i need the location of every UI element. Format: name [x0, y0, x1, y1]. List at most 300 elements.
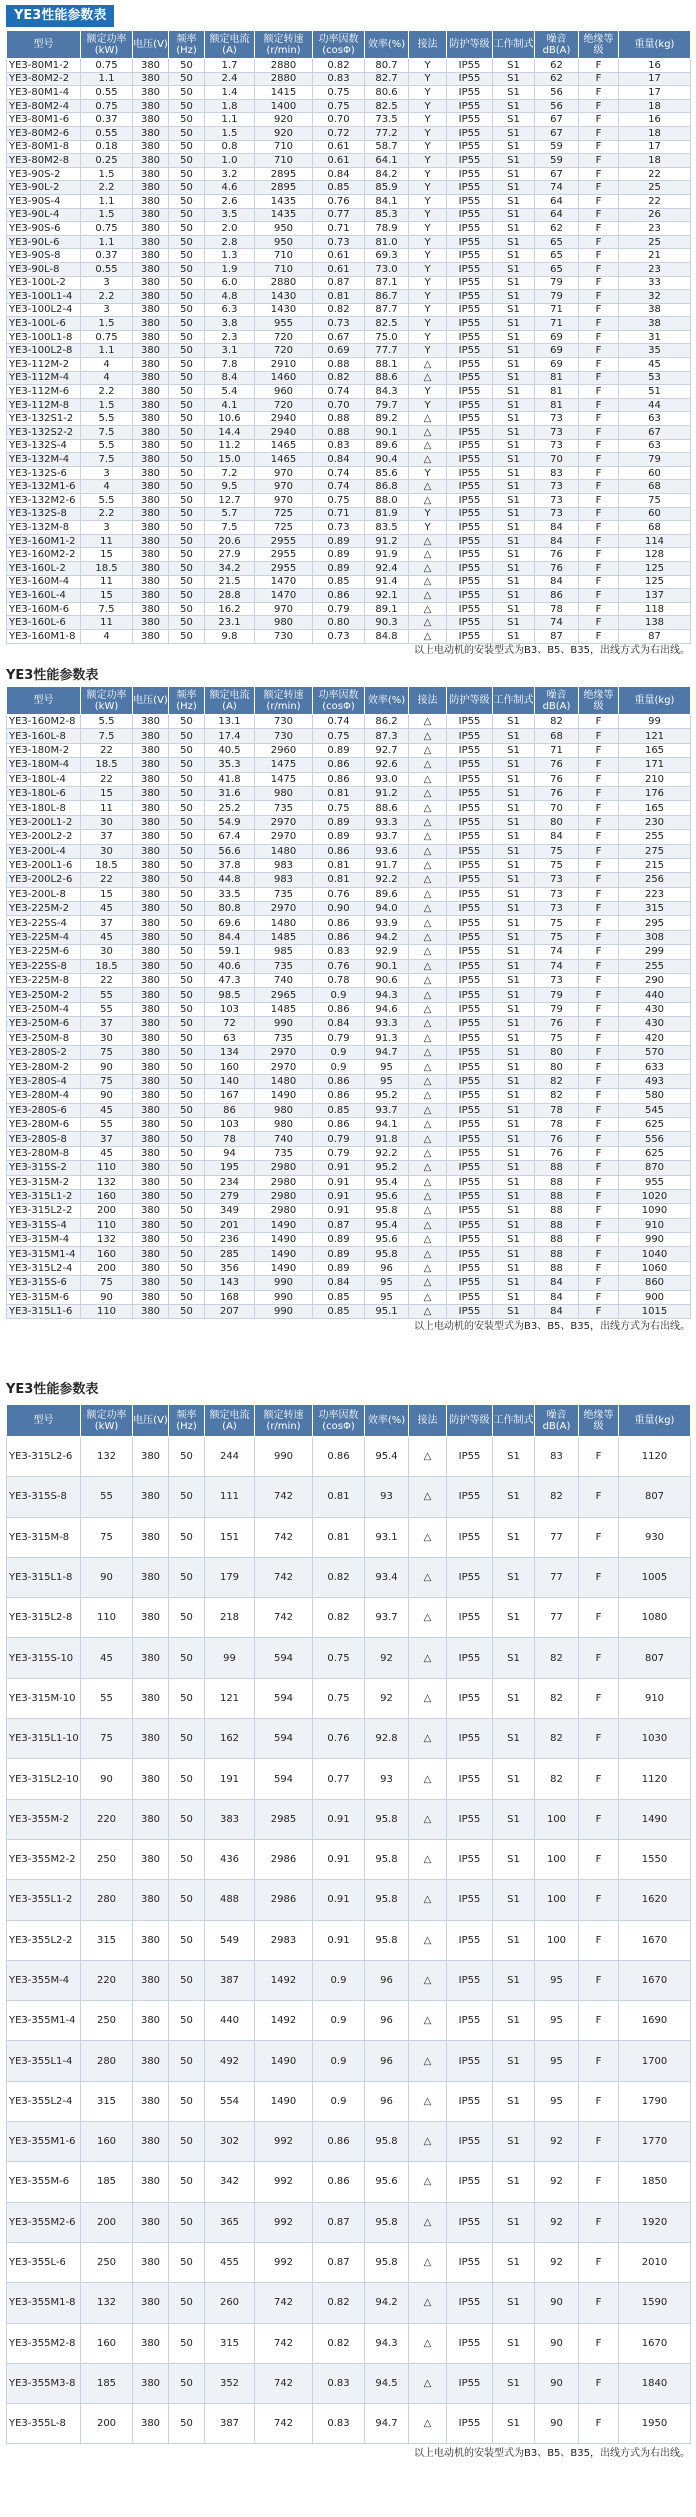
- table-row: [7, 466, 691, 480]
- table-cell: 93.3: [365, 815, 409, 829]
- table-cell: 430: [619, 1002, 691, 1016]
- table-cell: 255: [619, 959, 691, 973]
- model-cell: YE3-200L2-6: [7, 873, 81, 887]
- table-cell: S1: [493, 466, 535, 480]
- table-cell: 0.82: [313, 371, 365, 385]
- table-cell: F: [579, 222, 619, 236]
- table-cell: S1: [493, 2363, 535, 2403]
- model-cell: YE3-132S1-2: [7, 412, 81, 426]
- table-cell: 11: [81, 575, 133, 589]
- table-cell: S1: [493, 249, 535, 263]
- table-cell: IP55: [447, 858, 493, 872]
- table-cell: 92: [365, 1678, 409, 1718]
- table-cell: 95.8: [365, 2122, 409, 2162]
- table-cell: 2985: [255, 1799, 313, 1839]
- table-cell: 0.88: [313, 412, 365, 426]
- table-cell: F: [579, 2283, 619, 2323]
- table-cell: 380: [133, 1261, 169, 1275]
- table-cell: 1060: [619, 1261, 691, 1275]
- model-cell: YE3-132S2-2: [7, 426, 81, 440]
- table-cell: 11.2: [205, 439, 255, 453]
- table-cell: 58.7: [365, 140, 409, 154]
- table-cell: F: [579, 194, 619, 208]
- table-cell: 50: [169, 945, 205, 959]
- table-cell: IP55: [447, 916, 493, 930]
- table-cell: S1: [493, 1074, 535, 1088]
- column-header: 频率(Hz): [169, 31, 205, 59]
- table-cell: 1430: [255, 290, 313, 304]
- table-cell: 23: [619, 262, 691, 276]
- table-cell: 90: [81, 1060, 133, 1074]
- table-cell: 0.85: [313, 1305, 365, 1319]
- table-cell: S1: [493, 385, 535, 399]
- table-cell: 730: [255, 729, 313, 743]
- table-cell: Y: [409, 126, 447, 140]
- table-cell: 1120: [619, 1759, 691, 1799]
- column-header: 防护等级: [447, 31, 493, 59]
- table-row: [7, 1045, 691, 1059]
- table-cell: 18.5: [81, 758, 133, 772]
- table-cell: IP55: [447, 167, 493, 181]
- table-cell: 1920: [619, 2202, 691, 2242]
- table-cell: IP55: [447, 303, 493, 317]
- table-cell: 0.89: [313, 1261, 365, 1275]
- table-cell: IP55: [447, 385, 493, 399]
- table-cell: 1.1: [81, 344, 133, 358]
- section-title-text: YE3性能参数表: [6, 668, 99, 683]
- table-cell: 380: [133, 1880, 169, 1920]
- table-cell: 92.8: [365, 1719, 409, 1759]
- model-cell: YE3-200L1-6: [7, 858, 81, 872]
- table-cell: 25.2: [205, 801, 255, 815]
- table-cell: 735: [255, 887, 313, 901]
- table-cell: F: [579, 1045, 619, 1059]
- table-row: [7, 439, 691, 453]
- table-cell: 365: [205, 2202, 255, 2242]
- table-cell: 380: [133, 548, 169, 562]
- table-cell: 99: [619, 715, 691, 729]
- table-cell: S1: [493, 589, 535, 603]
- table-cell: 2980: [255, 1175, 313, 1189]
- table-cell: F: [579, 1305, 619, 1319]
- table-cell: F: [579, 1290, 619, 1304]
- table-cell: 0.87: [313, 2242, 365, 2282]
- table-row: [7, 1759, 691, 1799]
- table-cell: 1.5: [205, 126, 255, 140]
- table-cell: △: [409, 2202, 447, 2242]
- table-cell: 37.8: [205, 858, 255, 872]
- table-cell: 380: [133, 1799, 169, 1839]
- table-cell: 1590: [619, 2283, 691, 2323]
- table-row: [7, 815, 691, 829]
- table-cell: 910: [619, 1218, 691, 1232]
- table-cell: IP55: [447, 887, 493, 901]
- table-cell: 185: [81, 2162, 133, 2202]
- table-cell: 80.7: [365, 59, 409, 73]
- table-cell: F: [579, 1233, 619, 1247]
- table-cell: IP55: [447, 154, 493, 168]
- table-cell: 380: [133, 426, 169, 440]
- table-cell: 0.73: [313, 317, 365, 331]
- table-cell: F: [579, 412, 619, 426]
- model-cell: YE3-355M-4: [7, 1960, 81, 2000]
- table-row: [7, 303, 691, 317]
- table-cell: 380: [133, 1839, 169, 1879]
- table-cell: S1: [493, 1638, 535, 1678]
- table-cell: IP55: [447, 1759, 493, 1799]
- table-cell: 0.75: [81, 99, 133, 113]
- table-cell: 93.4: [365, 1557, 409, 1597]
- table-cell: 0.71: [313, 222, 365, 236]
- table-cell: IP55: [447, 1017, 493, 1031]
- table-cell: 1090: [619, 1204, 691, 1218]
- table-cell: △: [409, 1305, 447, 1319]
- table-cell: 0.89: [313, 830, 365, 844]
- column-header: 接法: [409, 687, 447, 715]
- table-cell: Y: [409, 140, 447, 154]
- table-cell: F: [579, 715, 619, 729]
- column-header: 绝缘等级: [579, 687, 619, 715]
- table-row: [7, 113, 691, 127]
- table-cell: IP55: [447, 1305, 493, 1319]
- table-cell: 160: [81, 2323, 133, 2363]
- table-row: [7, 916, 691, 930]
- table-cell: 90: [535, 2363, 579, 2403]
- table-cell: 742: [255, 1598, 313, 1638]
- table-cell: △: [409, 629, 447, 643]
- table-cell: IP55: [447, 2323, 493, 2363]
- table-cell: IP55: [447, 249, 493, 263]
- table-cell: 0.84: [313, 1017, 365, 1031]
- table-cell: 50: [169, 2363, 205, 2403]
- table-cell: 86: [535, 589, 579, 603]
- table-cell: 50: [169, 1204, 205, 1218]
- table-cell: 0.86: [313, 930, 365, 944]
- table-cell: △: [409, 916, 447, 930]
- table-cell: 18.5: [81, 959, 133, 973]
- table-cell: IP55: [447, 1045, 493, 1059]
- table-row: [7, 249, 691, 263]
- column-header: 额定功率(kW): [81, 687, 133, 715]
- table-cell: 0.87: [313, 2202, 365, 2242]
- table-cell: 380: [133, 2202, 169, 2242]
- table-cell: △: [409, 1045, 447, 1059]
- table-cell: 94.1: [365, 1117, 409, 1131]
- table-cell: 76: [535, 1017, 579, 1031]
- table-cell: 68: [535, 729, 579, 743]
- table-cell: S1: [493, 507, 535, 521]
- table-cell: 380: [133, 494, 169, 508]
- table-cell: S1: [493, 1218, 535, 1232]
- table-cell: 2955: [255, 548, 313, 562]
- table-cell: S1: [493, 815, 535, 829]
- table-cell: 50: [169, 72, 205, 86]
- table-cell: 73: [535, 902, 579, 916]
- table-cell: 50: [169, 743, 205, 757]
- table-row: [7, 2001, 691, 2041]
- table-cell: △: [409, 1247, 447, 1261]
- table-cell: 35.3: [205, 758, 255, 772]
- table-cell: F: [579, 330, 619, 344]
- table-cell: IP55: [447, 2162, 493, 2202]
- table-cell: 380: [133, 2162, 169, 2202]
- table-cell: 60: [619, 507, 691, 521]
- table-cell: 2895: [255, 181, 313, 195]
- table-cell: S1: [493, 548, 535, 562]
- table-row: [7, 235, 691, 249]
- table-cell: 73: [535, 873, 579, 887]
- table-cell: 75: [535, 930, 579, 944]
- table-cell: IP55: [447, 371, 493, 385]
- table-cell: 95.8: [365, 1247, 409, 1261]
- table-cell: 1460: [255, 371, 313, 385]
- table-cell: 50: [169, 507, 205, 521]
- table-row: [7, 1276, 691, 1290]
- table-cell: 380: [133, 1175, 169, 1189]
- table-row: [7, 2041, 691, 2081]
- table-cell: 90.1: [365, 959, 409, 973]
- table-cell: 380: [133, 2404, 169, 2444]
- table-cell: 11: [81, 534, 133, 548]
- table-cell: F: [579, 59, 619, 73]
- table-cell: 549: [205, 1920, 255, 1960]
- table-cell: 275: [619, 844, 691, 858]
- table-cell: S1: [493, 1517, 535, 1557]
- table-cell: 50: [169, 330, 205, 344]
- table-cell: 380: [133, 412, 169, 426]
- model-cell: YE3-355M1-4: [7, 2001, 81, 2041]
- table-cell: IP55: [447, 974, 493, 988]
- model-cell: YE3-100L-2: [7, 276, 81, 290]
- table-cell: 0.37: [81, 249, 133, 263]
- table-cell: 111: [205, 1477, 255, 1517]
- table-cell: IP55: [447, 317, 493, 331]
- table-cell: 95.1: [365, 1305, 409, 1319]
- table-cell: 50: [169, 371, 205, 385]
- table-cell: 76: [535, 772, 579, 786]
- table-cell: 132: [81, 1437, 133, 1477]
- table-cell: 185: [81, 2363, 133, 2403]
- table-cell: F: [579, 439, 619, 453]
- table-cell: 0.8: [205, 140, 255, 154]
- table-cell: 160: [81, 1247, 133, 1261]
- model-cell: YE3-280M-8: [7, 1146, 81, 1160]
- table-cell: Y: [409, 521, 447, 535]
- table-cell: 735: [255, 1031, 313, 1045]
- table-cell: 290: [619, 974, 691, 988]
- table-cell: △: [409, 1759, 447, 1799]
- table-cell: 69.3: [365, 249, 409, 263]
- table-cell: IP55: [447, 358, 493, 372]
- model-cell: YE3-225M-8: [7, 974, 81, 988]
- table-cell: S1: [493, 1247, 535, 1261]
- table-cell: 84.2: [365, 167, 409, 181]
- table-cell: 85.9: [365, 181, 409, 195]
- table-row: [7, 2404, 691, 2444]
- table-cell: 50: [169, 1960, 205, 2000]
- table-cell: 83: [535, 1437, 579, 1477]
- table-cell: 0.91: [313, 1839, 365, 1879]
- table-cell: 9.8: [205, 629, 255, 643]
- table-row: [7, 715, 691, 729]
- table-cell: IP55: [447, 758, 493, 772]
- table-cell: 742: [255, 1557, 313, 1597]
- table-cell: 65: [535, 249, 579, 263]
- model-cell: YE3-355L1-2: [7, 1880, 81, 1920]
- table-cell: S1: [493, 1477, 535, 1517]
- table-cell: 420: [619, 1031, 691, 1045]
- table-cell: 50: [169, 249, 205, 263]
- table-cell: 78: [535, 1117, 579, 1131]
- table-row: [7, 1233, 691, 1247]
- table-cell: 143: [205, 1276, 255, 1290]
- table-cell: 50: [169, 1161, 205, 1175]
- table-cell: F: [579, 262, 619, 276]
- table-cell: S1: [493, 575, 535, 589]
- table-cell: 1015: [619, 1305, 691, 1319]
- table-cell: 78: [535, 1103, 579, 1117]
- table-cell: 132: [81, 1233, 133, 1247]
- table-cell: 1492: [255, 1960, 313, 2000]
- table-cell: 93.9: [365, 916, 409, 930]
- table-cell: 50: [169, 358, 205, 372]
- table-cell: 54.9: [205, 815, 255, 829]
- table-cell: F: [579, 629, 619, 643]
- table-cell: S1: [493, 974, 535, 988]
- table-cell: 1492: [255, 2001, 313, 2041]
- section-title-text: YE3性能参数表: [6, 5, 114, 27]
- table-cell: 13.1: [205, 715, 255, 729]
- table-cell: 0.82: [313, 303, 365, 317]
- table-cell: △: [409, 1146, 447, 1160]
- table-row: [7, 616, 691, 630]
- table-cell: F: [579, 1880, 619, 1920]
- table-row: [7, 1517, 691, 1557]
- table-cell: 50: [169, 1189, 205, 1203]
- table-cell: IP55: [447, 194, 493, 208]
- column-header: 额定电流(A): [205, 687, 255, 715]
- table-cell: IP55: [447, 398, 493, 412]
- table-cell: 94.0: [365, 902, 409, 916]
- table-cell: 79: [619, 453, 691, 467]
- table-cell: 200: [81, 1204, 133, 1218]
- table-cell: 970: [255, 466, 313, 480]
- table-cell: S1: [493, 154, 535, 168]
- table-cell: 100: [535, 1839, 579, 1879]
- table-cell: IP55: [447, 1074, 493, 1088]
- table-cell: △: [409, 830, 447, 844]
- spec-section-1: [6, 4, 690, 658]
- table-cell: 0.72: [313, 126, 365, 140]
- table-cell: △: [409, 2162, 447, 2202]
- table-cell: 0.9: [313, 1960, 365, 2000]
- table-cell: 103: [205, 1002, 255, 1016]
- table-cell: 75: [535, 1031, 579, 1045]
- table-cell: 0.87: [313, 1218, 365, 1232]
- table-cell: 93.7: [365, 1598, 409, 1638]
- table-cell: 74: [535, 959, 579, 973]
- table-cell: 167: [205, 1089, 255, 1103]
- table-cell: 82: [535, 1638, 579, 1678]
- table-row: [7, 1305, 691, 1319]
- table-cell: 45: [81, 1103, 133, 1117]
- table-cell: △: [409, 1002, 447, 1016]
- table-cell: S1: [493, 2122, 535, 2162]
- table-cell: 92: [535, 2202, 579, 2242]
- table-cell: 380: [133, 858, 169, 872]
- table-cell: 0.73: [313, 521, 365, 535]
- table-cell: 380: [133, 303, 169, 317]
- table-cell: 440: [205, 2001, 255, 2041]
- table-cell: Y: [409, 507, 447, 521]
- table-cell: 990: [255, 1017, 313, 1031]
- table-cell: 20.6: [205, 534, 255, 548]
- table-cell: 1480: [255, 844, 313, 858]
- table-cell: 165: [619, 801, 691, 815]
- table-cell: 0.73: [313, 629, 365, 643]
- table-row: [7, 629, 691, 643]
- table-cell: 807: [619, 1477, 691, 1517]
- table-cell: F: [579, 844, 619, 858]
- table-cell: 37: [81, 1132, 133, 1146]
- table-cell: S1: [493, 1103, 535, 1117]
- table-cell: 67: [619, 426, 691, 440]
- table-cell: 0.75: [81, 59, 133, 73]
- table-cell: 990: [619, 1233, 691, 1247]
- table-cell: 380: [133, 1146, 169, 1160]
- table-cell: 50: [169, 1261, 205, 1275]
- table-cell: IP55: [447, 715, 493, 729]
- table-cell: S1: [493, 99, 535, 113]
- table-cell: F: [579, 1598, 619, 1638]
- table-cell: 73: [535, 412, 579, 426]
- table-cell: S1: [493, 858, 535, 872]
- table-cell: 12.7: [205, 494, 255, 508]
- table-cell: 380: [133, 2041, 169, 2081]
- table-row: [7, 140, 691, 154]
- table-cell: 725: [255, 507, 313, 521]
- table-cell: 0.76: [313, 959, 365, 973]
- table-cell: F: [579, 2323, 619, 2363]
- table-cell: 23.1: [205, 616, 255, 630]
- table-cell: 1005: [619, 1557, 691, 1597]
- table-cell: 64.1: [365, 154, 409, 168]
- table-cell: IP55: [447, 1557, 493, 1597]
- table-row: [7, 1557, 691, 1597]
- table-cell: 4: [81, 629, 133, 643]
- table-cell: 0.89: [313, 1247, 365, 1261]
- table-cell: 25: [619, 235, 691, 249]
- table-cell: 980: [255, 616, 313, 630]
- table-row: [7, 873, 691, 887]
- column-header: 效率(%): [365, 1405, 409, 1437]
- table-cell: 970: [255, 602, 313, 616]
- table-footnote: 以上电动机的安装型式为B3、B5、B35，出线方式为右出线。: [413, 644, 690, 656]
- table-cell: 3: [81, 303, 133, 317]
- table-cell: 80: [535, 815, 579, 829]
- table-cell: 223: [619, 887, 691, 901]
- table-cell: F: [579, 1557, 619, 1597]
- table-cell: 71: [535, 303, 579, 317]
- table-row: [7, 844, 691, 858]
- table-row: [7, 1204, 691, 1218]
- table-cell: S1: [493, 715, 535, 729]
- table-cell: S1: [493, 1557, 535, 1597]
- table-cell: 735: [255, 801, 313, 815]
- table-cell: 0.61: [313, 140, 365, 154]
- table-cell: 0.76: [313, 194, 365, 208]
- table-cell: 380: [133, 1060, 169, 1074]
